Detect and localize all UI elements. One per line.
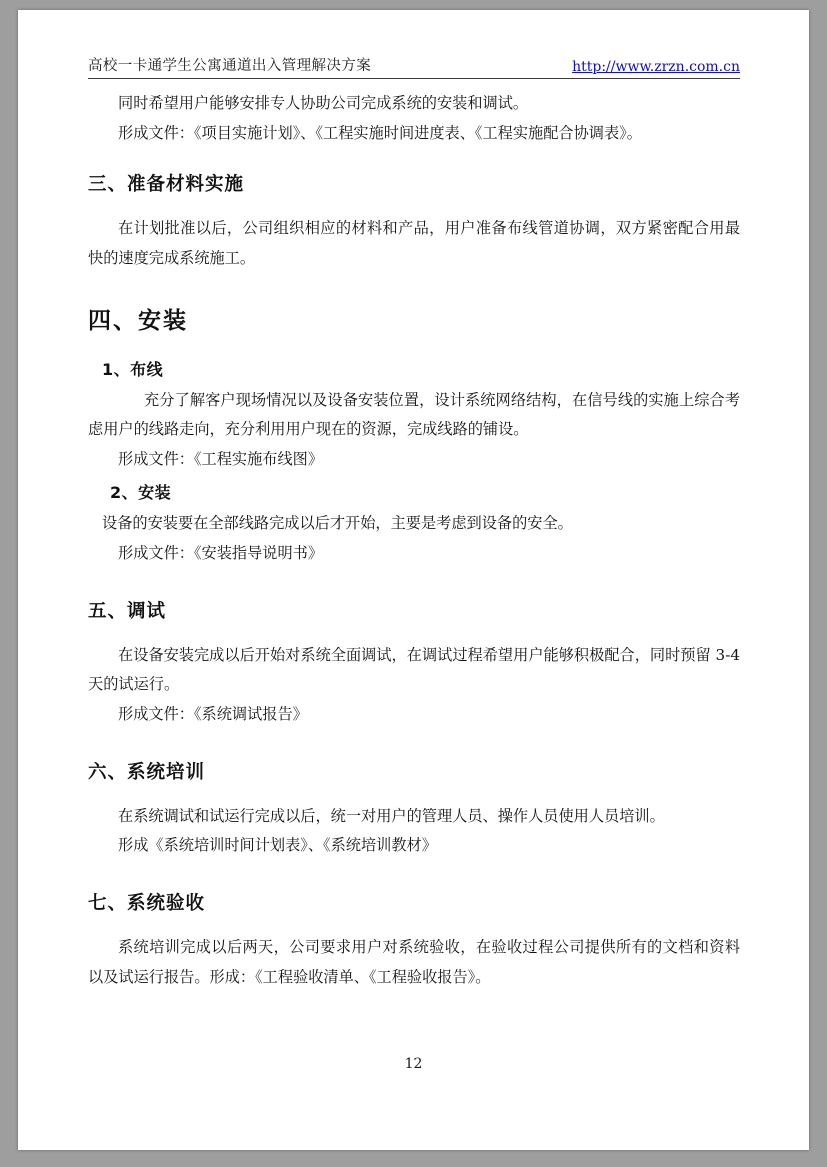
heading-section-4-sub-2: 2、安装 <box>110 483 172 503</box>
page-number: 12 <box>404 1056 423 1072</box>
header-title: 高校一卡通学生公寓通道出入管理解决方案 <box>88 58 372 74</box>
heading-section-4-sub-1: 1、布线 <box>102 359 164 379</box>
page-content <box>88 54 740 992</box>
heading-section-3: 三、准备材料实施 <box>88 174 245 196</box>
paragraph-section-6-2: 形成《系统培训时间计划表》、《系统培训教材》 <box>118 836 437 855</box>
paragraph-section-6-1: 在系统调试和试运行完成以后，统一对用户的管理人员、操作人员使用人员培训。 <box>118 806 665 825</box>
paragraph-4-1-2: 形成文件：《工程实施布线图》 <box>118 449 324 468</box>
paragraph-intro-2: 形成文件：《项目实施计划》、《工程实施时间进度表、《工程实施配合协调表》。 <box>118 123 642 142</box>
paragraph-section-5-1: 在设备安装完成以后开始对系统全面调试，在调试过程希望用户能够积极配合，同时预留 3-4 天的试运行。 <box>88 645 740 694</box>
heading-section-4: 四、安装 <box>88 307 188 334</box>
paragraph-4-2-2: 形成文件：《安装指导说明书》 <box>118 544 324 563</box>
header-website-link[interactable]: http://www.zrzn.com.cn <box>572 59 740 75</box>
document-header <box>88 54 740 79</box>
paragraph-intro-1: 同时希望用户能够安排专人协助公司完成系统的安装和调试。 <box>118 94 529 112</box>
document-page <box>18 10 809 1150</box>
paragraph-4-2-1: 设备的安装要在全部线路完成以后才开始，主要是考虑到设备的安全。 <box>102 514 573 533</box>
heading-section-6: 六、系统培训 <box>88 761 206 783</box>
heading-section-7: 七、系统验收 <box>88 892 206 914</box>
paragraph-section-5-2: 形成文件：《系统调试报告》 <box>118 705 308 724</box>
header-link-wrapper <box>572 59 740 75</box>
paragraph-section-3: 在计划批准以后，公司组织相应的材料和产品，用户准备布线管道协调，双方紧密配合用最快的速度完成系统施工。 <box>88 219 740 267</box>
heading-section-5: 五、调试 <box>88 600 167 622</box>
paragraph-4-1-1: 充分了解客户现场情况以及设备安装位置，设计系统网络结构，在信号线的实施上综合考虑用户的线路走向，充分利用用户现在的资源，完成线路的铺设。 <box>88 390 740 439</box>
paragraph-section-7-1: 系统培训完成以后两天，公司要求用户对系统验收，在验收过程公司提供所有的文档和资料以及试运行报告。形成：《工程验收清单、《工程验收报告》。 <box>88 937 740 986</box>
